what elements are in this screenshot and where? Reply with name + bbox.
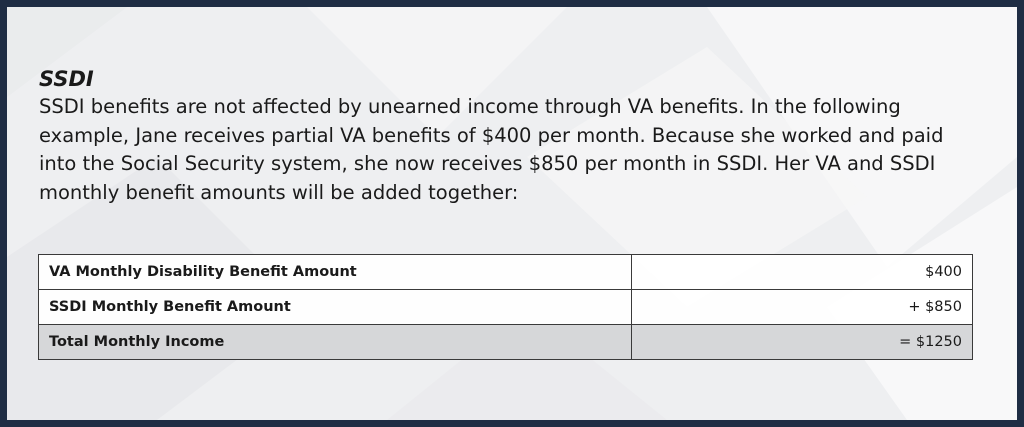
row-label: SSDI Monthly Benefit Amount xyxy=(39,290,632,325)
table-row-total xyxy=(39,325,973,360)
row-value: = $1250 xyxy=(632,325,973,360)
row-value: $400 xyxy=(632,255,973,290)
row-value: + $850 xyxy=(632,290,973,325)
table-row xyxy=(39,255,973,290)
section-paragraph: SSDI benefits are not affected by unearned income through VA benefits. In the following example, Jane receives partial VA benefits of $400 per month. Because she worked and paid into the Social Security system, she now receives $850 per month in SSDI. Her VA and SSDI monthly benefit amounts will be added together: xyxy=(39,95,944,204)
text-content xyxy=(39,65,979,207)
row-label: Total Monthly Income xyxy=(39,325,632,360)
section-heading: SSDI xyxy=(39,67,94,91)
table-row xyxy=(39,290,973,325)
benefit-table xyxy=(38,254,973,360)
row-label: VA Monthly Disability Benefit Amount xyxy=(39,255,632,290)
